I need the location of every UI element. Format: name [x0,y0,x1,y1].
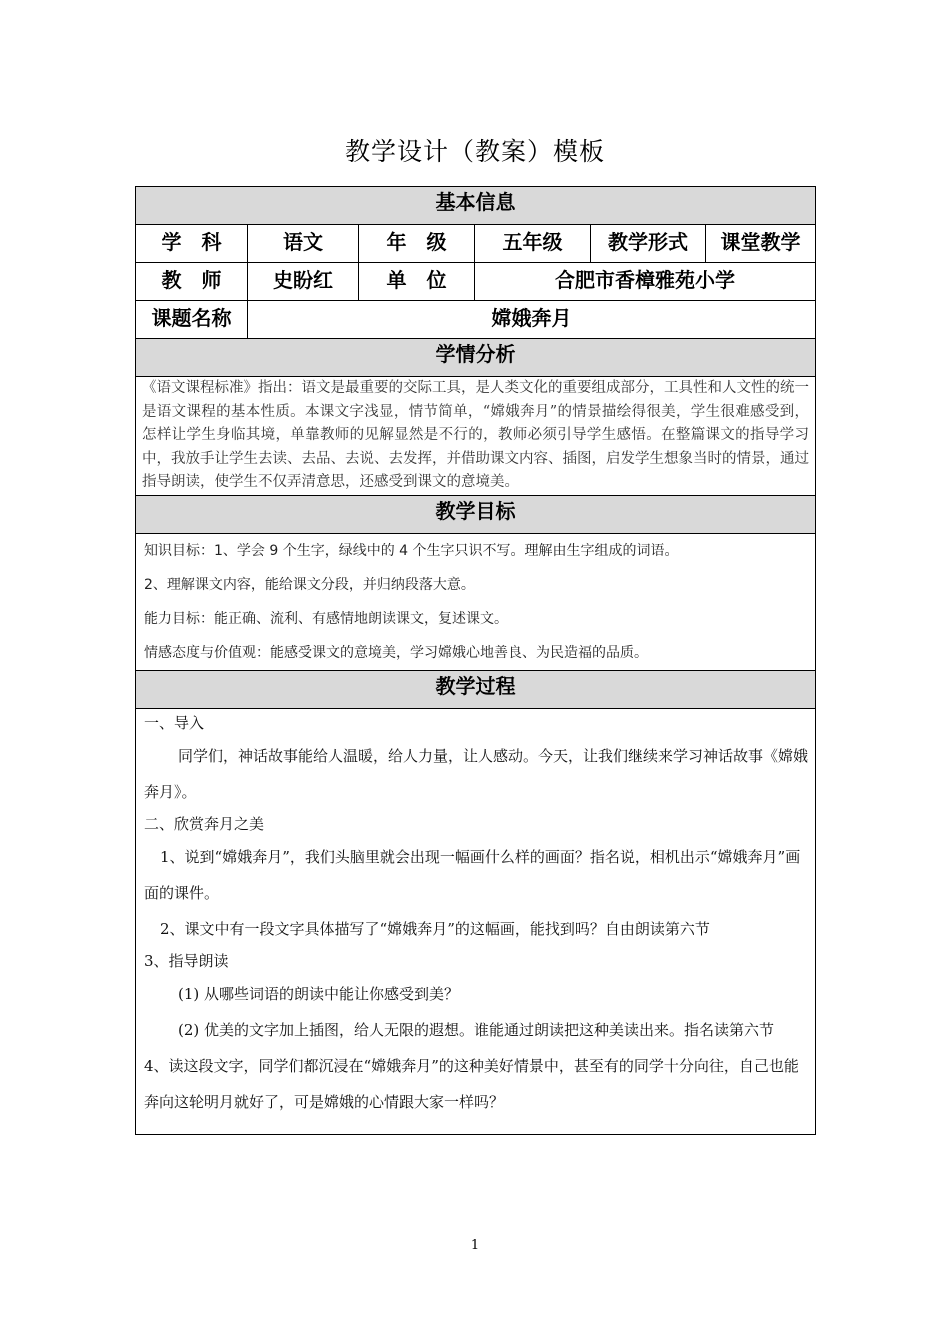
topic-value: 嫦娥奔月 [248,301,816,339]
grade-value: 五年级 [475,225,591,263]
goal-item: 情感态度与价值观：能感受课文的意境美，学习嫦娥心地善良、为民造福的品质。 [144,644,648,661]
analysis-text: 《语文课程标准》指出：语文是最重要的交际工具，是人类文化的重要组成部分，工具性和人文性的统一是语文课程的基本性质。本课文字浅显，情节简单，“嫦娥奔月”的情景描绘得很美，学生很难感受到，怎样让学生身临其境，单靠教师的见解显然是不行的，教师必须引导学生感悟。在整篇课文的指导学习中，我放手让学生去读、去品、去说、去发挥，并借助课文内容、插图，启发学生想象当时的情景，通过指导朗读，使学生不仅弄清意思，还感受到课文的意境美。 [142,380,809,490]
topic-label: 课题名称 [136,301,248,339]
process-cell [136,708,816,1134]
process-line: 4、读这段文字，同学们都沉浸在“嫦娥奔月”的这种美好情景中，甚至有的同学十分向往，自己也能奔向这轮明月就好了，可是嫦娥的心情跟大家一样吗？ [144,1056,799,1111]
unit-value: 合肥市香樟雅苑小学 [475,263,816,301]
process-line: 二、欣赏奔月之美 [144,814,265,833]
process-line: (2) 优美的文字加上插图，给人无限的遐想。谁能通过朗读把这种美读出来。指名读第六节 [178,1020,775,1039]
process-line: 3、指导朗读 [144,951,229,970]
document-title: 教学设计（教案）模板 [344,137,605,166]
process-line: 2、课文中有一段文字具体描写了“嫦娥奔月”的这幅画，能找到吗？自由朗读第六节 [160,919,710,938]
teacher-label: 教 师 [136,263,248,301]
subject-value: 语文 [248,225,359,263]
teacher-value: 史盼红 [248,263,359,301]
analysis-cell [136,377,816,496]
process-header: 教学过程 [136,670,816,708]
process-line: 1、说到“嫦娥奔月”，我们头脑里就会出现一幅画什么样的画面？指名说，相机出示“嫦娥奔月”画面的课件。 [144,847,801,902]
grade-label: 年 级 [359,225,475,263]
process-line: 一、导入 [144,713,205,732]
unit-label: 单 位 [359,263,475,301]
analysis-header: 学情分析 [136,339,816,377]
goal-item: 2、理解课文内容，能给课文分段，并归纳段落大意。 [144,576,475,593]
page-number: 1 [470,1238,480,1253]
goal-item: 能力目标：能正确、流利、有感情地朗读课文，复述课文。 [144,610,508,627]
form-label: 教学形式 [591,225,706,263]
process-line: 同学们，神话故事能给人温暖，给人力量，让人感动。今天，让我们继续来学习神话故事《嫦娥奔月》。 [144,746,809,801]
goals-cell [136,533,816,670]
lesson-plan-table [135,186,816,1135]
subject-label: 学 科 [136,225,248,263]
goal-item: 知识目标：1、学会 9 个生字，绿线中的 4 个生字只识不写。理解由生字组成的词语。 [144,542,679,559]
form-value: 课堂教学 [706,225,816,263]
basic-info-header: 基本信息 [136,187,816,225]
process-line: (1) 从哪些词语的朗读中能让你感受到美？ [178,984,460,1003]
goals-header: 教学目标 [136,495,816,533]
